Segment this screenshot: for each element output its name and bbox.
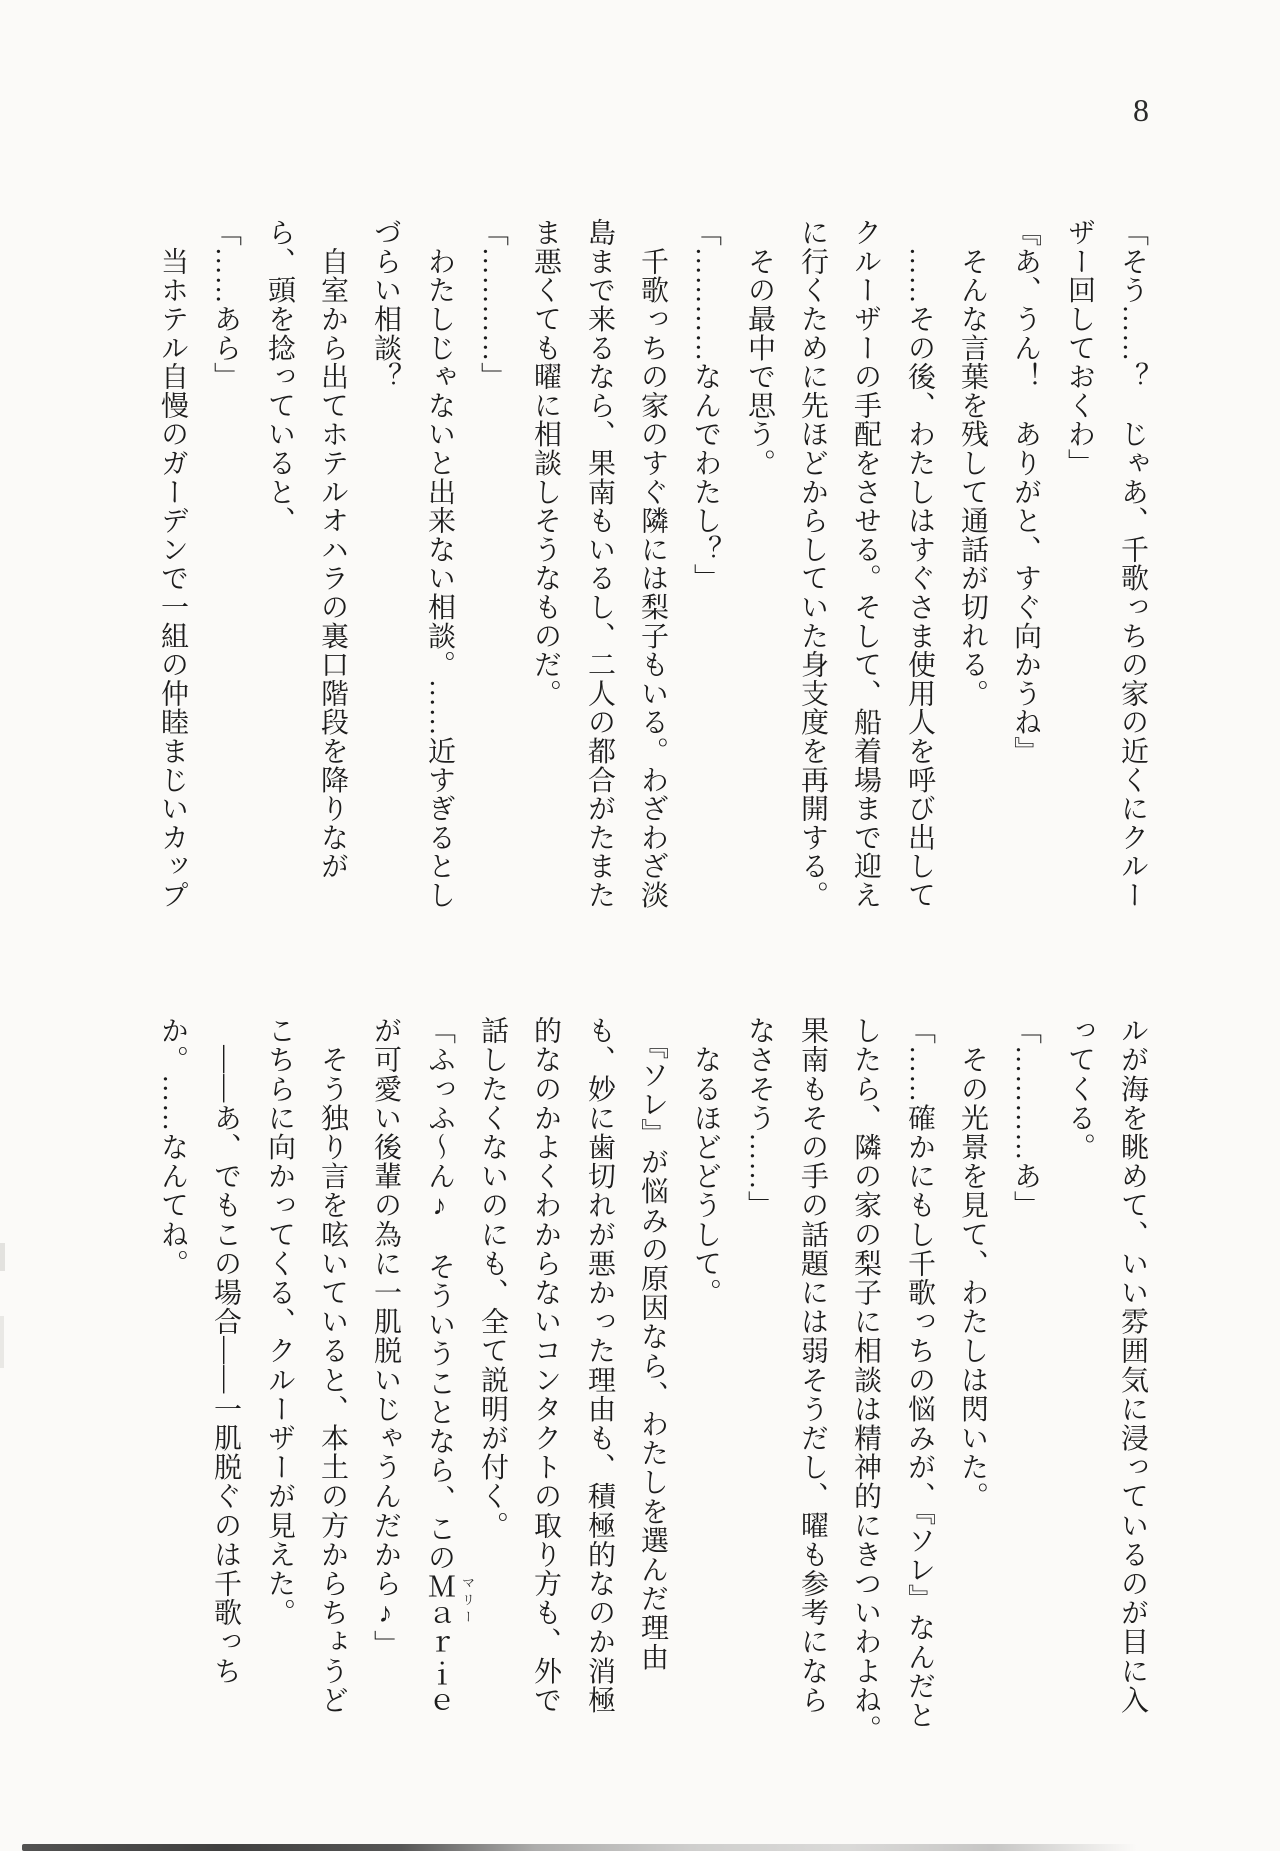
- text-line: ……その後、わたしはすぐさま使用人を呼び出して: [904, 218, 935, 910]
- text-line: クルーザーの手配をさせる。そして、船着場まで迎え: [850, 218, 881, 910]
- text-line: 的なのかよくわからないコンタクトの取り方も、外で: [530, 1016, 561, 1715]
- text-line: ってくる。: [1064, 1016, 1095, 1162]
- text-line: なさそう……」: [744, 1016, 775, 1220]
- text-line: 千歌っちの家のすぐ隣には梨子もいる。わざわざ淡: [637, 218, 668, 910]
- text-line: が可愛い後輩の為に一肌脱いじゃうんだから♪」: [370, 1016, 401, 1660]
- text-line-with-ruby: [421, 1016, 475, 1718]
- text-line: 「…………なんでわたし？」: [690, 218, 721, 593]
- text-line: ルが海を眺めて、いい雰囲気に浸っているのが目に入: [1117, 1016, 1148, 1715]
- furigana-ruby: マリー: [460, 1576, 475, 1627]
- text-line: ザー回しておくわ」: [1064, 218, 1095, 478]
- text-line: 「……確かにもし千歌っちの悩みが、『ソレ』なんだと: [904, 1016, 935, 1730]
- text-block-bottom: [130, 1016, 1150, 1760]
- text-line: 果南もその手の話題には弱そうだし、曜も参考になら: [797, 1016, 828, 1715]
- text-line: 当ホテル自慢のガーデンで一組の仲睦まじいカップ: [157, 218, 188, 910]
- text-block-top: [130, 218, 1150, 942]
- text-line: ら、頭を捻っていると、: [264, 218, 295, 535]
- page-number: 8: [1133, 92, 1149, 128]
- text-line: 「そう……？ じゃあ、千歌っちの家の近くにクルー: [1117, 218, 1148, 910]
- text-line: か。……なんてね。: [157, 1016, 188, 1278]
- scan-artifact-left-smudge: [0, 1243, 5, 1271]
- text-line: も、妙に歯切れが悪かった理由も、積極的なのか消極: [584, 1016, 615, 1715]
- text-line: 「……あら」: [210, 218, 241, 391]
- text-line: 「…………」: [477, 218, 508, 391]
- text-line: 『あ、うん！ ありがと、すぐ向かうね』: [1010, 218, 1041, 766]
- scan-artifact-left-smudge: [0, 1316, 4, 1368]
- text-line: そう独り言を呟いていると、本土の方からちょうど: [317, 1016, 348, 1715]
- text-line: そんな言葉を残して通話が切れる。: [957, 218, 988, 708]
- text-line: 島まで来るなら、果南もいるし、二人の都合がたまた: [584, 218, 615, 910]
- text-line: 自室から出てホテルオハラの裏口階段を降りなが: [317, 218, 348, 881]
- text-line: こちらに向かってくる、クルーザーが見えた。: [264, 1016, 295, 1628]
- text-line: ――あ、でもこの場合――一肌脱ぐのは千歌っち: [210, 1016, 241, 1686]
- text-line: づらい相談？: [370, 218, 401, 391]
- text-line: その光景を見て、わたしは閃いた。: [957, 1016, 988, 1511]
- text-line: に行くために先ほどからしていた身支度を再開する。: [797, 218, 828, 910]
- text-line: 『ソレ』が悩みの原因なら、わたしを選んだ理由: [637, 1016, 668, 1672]
- text-line: なるほどどうして。: [690, 1016, 721, 1307]
- text-line: したら、隣の家の梨子に相談は精神的にきついわよね。: [850, 1016, 881, 1744]
- text-line: ま悪くても曜に相談しそうなものだ。: [530, 218, 561, 708]
- text-line: わたしじゃないと出来ない相談。……近すぎるとし: [424, 218, 455, 910]
- text-line: 話したくないのにも、全て説明が付く。: [477, 1016, 508, 1540]
- text-segment: 「ふっふ〜ん♪ そういうことなら、この: [424, 1016, 455, 1572]
- scan-artifact-bottom-band: [22, 1844, 1137, 1851]
- text-line: その最中で思う。: [744, 218, 775, 478]
- text-line: 「…………あ」: [1010, 1016, 1041, 1220]
- latin-upright-text: Ｍａｒｉｅ: [424, 1571, 455, 1718]
